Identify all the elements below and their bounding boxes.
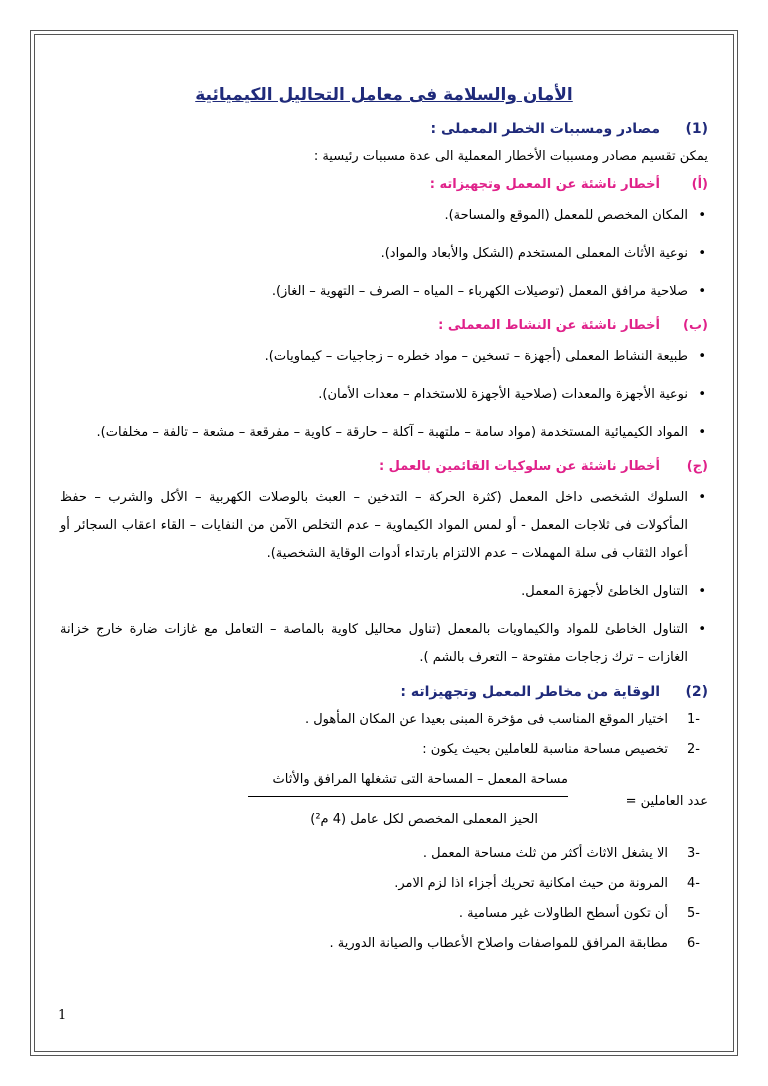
section-number: (1) [685, 121, 708, 137]
subsection-title: أخطار ناشئة عن سلوكيات القائمين بالعمل : [378, 459, 660, 474]
section-2-heading [60, 682, 708, 702]
document-title: الأمان والسلامة فى معامل التحاليل الكيميائية [195, 85, 573, 105]
item-number: -1 [687, 712, 700, 727]
formula-numerator: مساحة المعمل – المساحة التى تشغلها المرافق والأثاث [272, 772, 568, 787]
list-b [60, 343, 708, 447]
subsection-b-heading [60, 316, 708, 336]
prevention-list [60, 710, 708, 760]
list-item [60, 934, 708, 954]
item-number: -5 [687, 906, 700, 921]
section-1-heading [60, 119, 708, 139]
subsection-c-heading [60, 457, 708, 477]
subsection-a-heading [60, 175, 708, 195]
item-number: -3 [687, 846, 700, 861]
list-item [60, 740, 708, 760]
formula-denominator: الحيز المعملى المخصص لكل عامل (4 م²) [310, 812, 538, 827]
item-text: أن تكون أسطح الطاولات غير مسامية . [458, 906, 668, 921]
list-item: • طبيعة النشاط المعملى (أجهزة – تسخين – مواد خطره – زجاجيات – كيماويات). [60, 343, 688, 371]
item-text: تخصيص مساحة مناسبة للعاملين بحيث يكون : [422, 742, 668, 757]
subsection-number: (أ) [691, 177, 708, 192]
item-text: مطابقة المرافق للمواصفات واصلاح الأعطاب والصيانة الدورية . [329, 936, 668, 951]
document-body [60, 85, 708, 964]
list-c [60, 484, 708, 672]
item-text: المرونة من حيث امكانية تحريك أجزاء اذا لزم الامر. [394, 876, 668, 891]
fraction-bar [248, 796, 568, 797]
item-number: -2 [687, 742, 700, 757]
list-item [60, 874, 708, 894]
item-text: اختيار الموقع المناسب فى مؤخرة المبنى بعيدا عن المكان المأهول . [304, 712, 668, 727]
list-item: • التناول الخاطئ لأجهزة المعمل. [60, 578, 688, 606]
list-a [60, 202, 708, 306]
intro-paragraph: يمكن تقسيم مصادر ومسببات الأخطار المعملية الى عدة مسببات رئيسية : [313, 149, 708, 164]
list-item: • صلاحية مرافق المعمل (توصيلات الكهرباء – المياه – الصرف – التهوية – الغاز). [60, 278, 688, 306]
list-item [60, 710, 708, 730]
page-number: 1 [58, 1008, 67, 1023]
item-number: -4 [687, 876, 700, 891]
list-item: • نوعية الأجهزة والمعدات (صلاحية الأجهزة للاستخدام – معدات الأمان). [60, 381, 688, 409]
workers-formula [60, 770, 708, 838]
list-item: • التناول الخاطئ للمواد والكيماويات بالمعمل (تناول محاليل كاوية بالماصة – التعامل مع غازات ضارة خارج خزانة الغازات – ترك زجاجات مفتوحة – التعرف بالشم ). [60, 616, 688, 672]
subsection-title: أخطار ناشئة عن المعمل وتجهيزاته : [429, 177, 660, 192]
section-title: مصادر ومسببات الخطر المعملى : [430, 121, 660, 137]
subsection-title: أخطار ناشئة عن النشاط المعملى : [438, 318, 660, 333]
item-number: -6 [687, 936, 700, 951]
list-item: • السلوك الشخصى داخل المعمل (كثرة الحركة – التدخين – العبث بالوصلات الكهربية – الأكل والشرب – حفظ المأكولات فى ثلاجات المعمل - أو لمس المواد الكيماوية – عدم التخلص الآمن من النفايات – القاء اعقاب السجائر أو أعواد الثقاب فى سلة المهملات – عدم الالتزام بارتداء أدوات الوقاية الشخصية). [60, 484, 688, 568]
item-text: الا يشغل الاثاث أكثر من ثلث مساحة المعمل . [422, 846, 668, 861]
list-item: • المواد الكيميائية المستخدمة (مواد سامة – ملتهبة – آكلة – حارقة – كاوية – مفرقعة – مشعة – تالفة – مخلفات). [60, 419, 688, 447]
section-title: الوقاية من مخاطر المعمل وتجهيزاته : [400, 684, 660, 700]
list-item [60, 904, 708, 924]
subsection-number: (ج) [686, 459, 708, 474]
list-item [60, 844, 708, 864]
list-item: • نوعية الأثاث المعملى المستخدم (الشكل والأبعاد والمواد). [60, 240, 688, 268]
section-number: (2) [685, 684, 708, 700]
prevention-list-continued [60, 844, 708, 954]
formula-lhs: عدد العاملين = [625, 794, 708, 809]
subsection-number: (ب) [683, 318, 708, 333]
list-item: • المكان المخصص للمعمل (الموقع والمساحة). [60, 202, 688, 230]
